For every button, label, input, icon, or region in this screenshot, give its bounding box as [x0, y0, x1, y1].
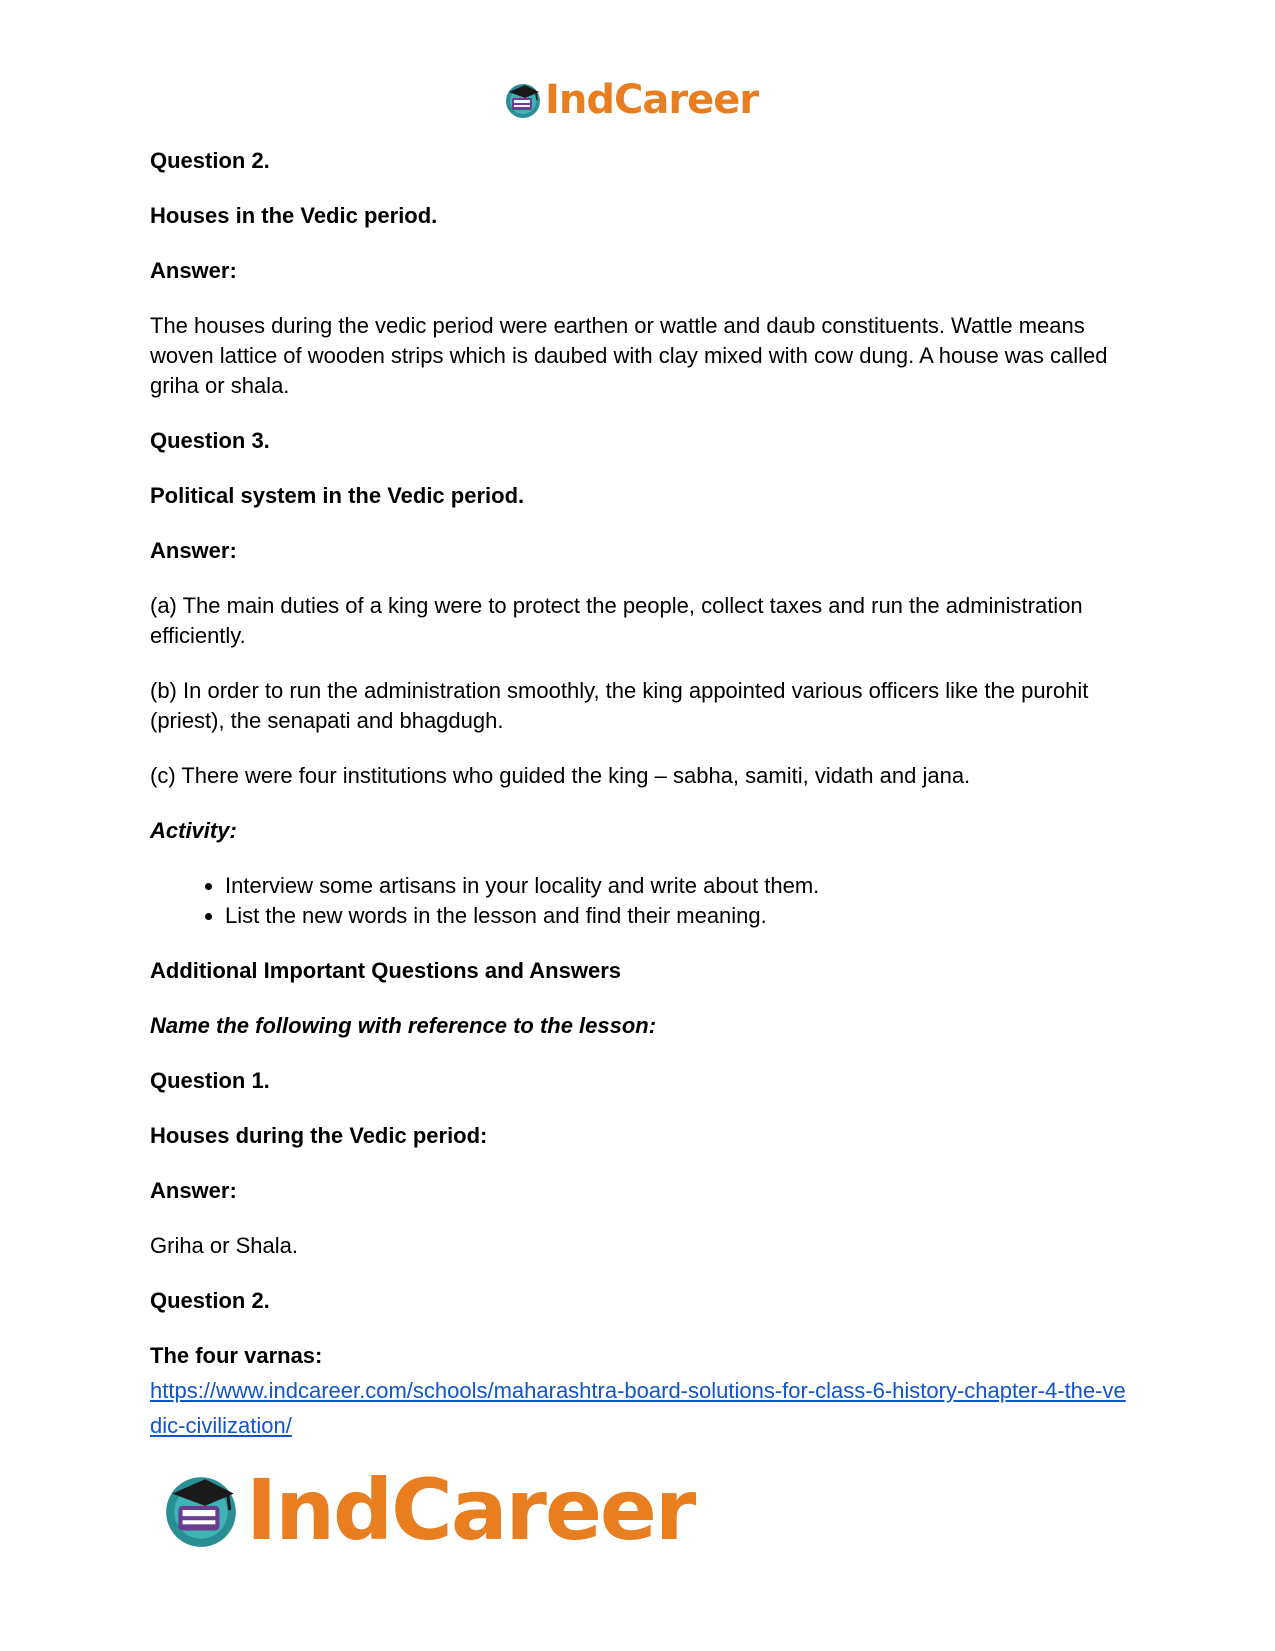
answer-text: The houses during the vedic period were earthen or wattle and daub constituents. Wattle means woven lattice of wooden strips which is daubed with clay mixed with cow dung. A house was called griha or shala.	[150, 313, 1108, 398]
section-subheading: Name the following with reference to the lesson:	[150, 1013, 657, 1038]
brand-name: IndCareer	[246, 1461, 695, 1559]
answer-text: (b) In order to run the administration smoothly, the king appointed various officers like the purohit (priest), the senapati and bhagdugh.	[150, 678, 1089, 733]
question-label: Question 2.	[150, 1288, 270, 1313]
question-label: Question 3.	[150, 428, 270, 453]
header-logo	[503, 77, 759, 123]
answer-text: (a) The main duties of a king were to protect the people, collect taxes and run the administration efficiently.	[150, 593, 1083, 648]
question-label: Question 1.	[150, 1068, 270, 1093]
answer-label: Answer:	[150, 1178, 237, 1203]
document-body	[150, 146, 1130, 1443]
activity-list	[150, 871, 1130, 931]
list-item: • Interview some artisans in your locality and write about them.	[225, 871, 1130, 901]
footer-logo	[160, 1461, 695, 1559]
graduation-book-icon	[503, 80, 543, 120]
graduation-book-icon	[160, 1469, 242, 1551]
answer-text: Griha or Shala.	[150, 1233, 298, 1258]
brand-name: IndCareer	[545, 77, 759, 123]
answer-label: Answer:	[150, 258, 237, 283]
section-heading: Additional Important Questions and Answers	[150, 958, 622, 983]
question-label: Question 2.	[150, 148, 270, 173]
list-item: • List the new words in the lesson and find their meaning.	[225, 901, 1130, 931]
question-title: The four varnas:	[150, 1343, 323, 1368]
question-title: Political system in the Vedic period.	[150, 483, 525, 508]
activity-label: Activity:	[150, 818, 237, 843]
answer-label: Answer:	[150, 538, 237, 563]
answer-text: (c) There were four institutions who guided the king – sabha, samiti, vidath and jana.	[150, 763, 971, 788]
source-link[interactable]: https://www.indcareer.com/schools/maharashtra-board-solutions-for-class-6-history-chapter-4-the-vedic-civilization/	[150, 1378, 1126, 1438]
question-title: Houses during the Vedic period:	[150, 1123, 488, 1148]
question-title: Houses in the Vedic period.	[150, 203, 438, 228]
